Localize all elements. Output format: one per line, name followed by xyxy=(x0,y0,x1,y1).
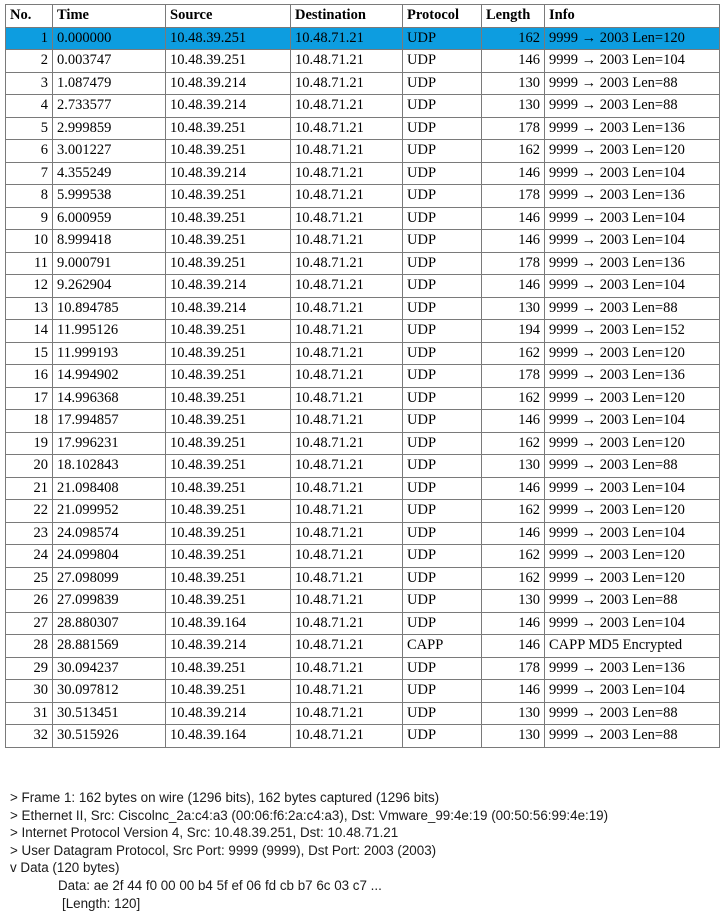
cell-info: CAPP MD5 Encrypted xyxy=(545,635,720,658)
packet-row[interactable] xyxy=(6,207,720,230)
cell-info: 9999 → 2003 Len=88 xyxy=(545,72,720,95)
cell-info: 9999 → 2003 Len=104 xyxy=(545,522,720,545)
cell-destination: 10.48.71.21 xyxy=(291,702,403,725)
cell-length: 162 xyxy=(482,27,545,50)
cell-length: 178 xyxy=(482,185,545,208)
cell-destination: 10.48.71.21 xyxy=(291,342,403,365)
packet-row[interactable] xyxy=(6,410,720,433)
column-header-protocol[interactable]: Protocol xyxy=(403,5,482,28)
detail-frame[interactable]: > Frame 1: 162 bytes on wire (1296 bits), 162 bytes captured (1296 bits) xyxy=(10,790,440,805)
cell-no: 21 xyxy=(6,477,53,500)
cell-no: 2 xyxy=(6,50,53,73)
cell-info: 9999 → 2003 Len=136 xyxy=(545,185,720,208)
cell-info: 9999 → 2003 Len=120 xyxy=(545,545,720,568)
cell-source: 10.48.39.251 xyxy=(166,477,291,500)
cell-destination: 10.48.71.21 xyxy=(291,72,403,95)
packet-row[interactable] xyxy=(6,387,720,410)
packet-details-pane xyxy=(10,789,714,912)
cell-length: 194 xyxy=(482,320,545,343)
cell-time: 11.995126 xyxy=(53,320,166,343)
cell-info: 9999 → 2003 Len=104 xyxy=(545,680,720,703)
cell-protocol: UDP xyxy=(403,725,482,748)
cell-destination: 10.48.71.21 xyxy=(291,230,403,253)
cell-length: 146 xyxy=(482,612,545,635)
cell-time: 3.001227 xyxy=(53,140,166,163)
cell-destination: 10.48.71.21 xyxy=(291,365,403,388)
cell-destination: 10.48.71.21 xyxy=(291,252,403,275)
cell-time: 17.994857 xyxy=(53,410,166,433)
cell-time: 27.099839 xyxy=(53,590,166,613)
cell-protocol: UDP xyxy=(403,140,482,163)
cell-no: 13 xyxy=(6,297,53,320)
cell-no: 16 xyxy=(6,365,53,388)
cell-info: 9999 → 2003 Len=136 xyxy=(545,252,720,275)
cell-destination: 10.48.71.21 xyxy=(291,455,403,478)
cell-destination: 10.48.71.21 xyxy=(291,590,403,613)
packet-row[interactable] xyxy=(6,545,720,568)
cell-length: 130 xyxy=(482,590,545,613)
cell-destination: 10.48.71.21 xyxy=(291,410,403,433)
cell-length: 146 xyxy=(482,635,545,658)
cell-time: 30.513451 xyxy=(53,702,166,725)
cell-protocol: UDP xyxy=(403,297,482,320)
cell-destination: 10.48.71.21 xyxy=(291,387,403,410)
cell-time: 10.894785 xyxy=(53,297,166,320)
cell-destination: 10.48.71.21 xyxy=(291,725,403,748)
packet-row[interactable] xyxy=(6,230,720,253)
cell-source: 10.48.39.214 xyxy=(166,95,291,118)
column-header-length[interactable]: Length xyxy=(482,5,545,28)
cell-protocol: UDP xyxy=(403,410,482,433)
packet-row[interactable] xyxy=(6,680,720,703)
cell-protocol: UDP xyxy=(403,702,482,725)
cell-info: 9999 → 2003 Len=88 xyxy=(545,702,720,725)
cell-info: 9999 → 2003 Len=104 xyxy=(545,162,720,185)
cell-length: 146 xyxy=(482,207,545,230)
packet-row[interactable] xyxy=(6,252,720,275)
detail-udp[interactable]: > User Datagram Protocol, Src Port: 9999 (9999), Dst Port: 2003 (2003) xyxy=(10,842,437,858)
cell-source: 10.48.39.214 xyxy=(166,162,291,185)
packet-row[interactable] xyxy=(6,297,720,320)
packet-row[interactable] xyxy=(6,635,720,658)
cell-protocol: UDP xyxy=(403,455,482,478)
packet-row[interactable] xyxy=(6,275,720,298)
cell-length: 162 xyxy=(482,387,545,410)
cell-protocol: UDP xyxy=(403,252,482,275)
cell-source: 10.48.39.214 xyxy=(166,275,291,298)
cell-length: 146 xyxy=(482,230,545,253)
packet-row[interactable] xyxy=(6,27,720,50)
cell-time: 9.262904 xyxy=(53,275,166,298)
cell-protocol: UDP xyxy=(403,432,482,455)
cell-destination: 10.48.71.21 xyxy=(291,297,403,320)
cell-destination: 10.48.71.21 xyxy=(291,185,403,208)
cell-protocol: UDP xyxy=(403,590,482,613)
cell-destination: 10.48.71.21 xyxy=(291,207,403,230)
cell-no: 31 xyxy=(6,702,53,725)
column-header-source[interactable]: Source xyxy=(166,5,291,28)
cell-time: 2.999859 xyxy=(53,117,166,140)
packet-row[interactable] xyxy=(6,320,720,343)
cell-source: 10.48.39.214 xyxy=(166,702,291,725)
packet-row[interactable] xyxy=(6,117,720,140)
cell-info: 9999 → 2003 Len=120 xyxy=(545,432,720,455)
packet-row[interactable] xyxy=(6,72,720,95)
detail-data-length[interactable]: [Length: 120] xyxy=(62,895,141,911)
cell-length: 130 xyxy=(482,95,545,118)
cell-length: 130 xyxy=(482,72,545,95)
column-header-no[interactable]: No. xyxy=(6,5,53,28)
cell-protocol: UDP xyxy=(403,545,482,568)
cell-destination: 10.48.71.21 xyxy=(291,432,403,455)
cell-protocol: UDP xyxy=(403,50,482,73)
cell-time: 24.099804 xyxy=(53,545,166,568)
cell-no: 8 xyxy=(6,185,53,208)
cell-protocol: UDP xyxy=(403,72,482,95)
cell-source: 10.48.39.251 xyxy=(166,27,291,50)
packet-row[interactable] xyxy=(6,432,720,455)
cell-length: 162 xyxy=(482,545,545,568)
cell-destination: 10.48.71.21 xyxy=(291,275,403,298)
cell-length: 162 xyxy=(482,342,545,365)
cell-source: 10.48.39.164 xyxy=(166,612,291,635)
cell-source: 10.48.39.251 xyxy=(166,432,291,455)
packet-row[interactable] xyxy=(6,95,720,118)
cell-time: 17.996231 xyxy=(53,432,166,455)
column-header-destination[interactable]: Destination xyxy=(291,5,403,28)
cell-time: 6.000959 xyxy=(53,207,166,230)
cell-no: 22 xyxy=(6,500,53,523)
cell-length: 146 xyxy=(482,162,545,185)
cell-source: 10.48.39.251 xyxy=(166,567,291,590)
packet-list-header xyxy=(6,5,720,28)
cell-time: 9.000791 xyxy=(53,252,166,275)
cell-length: 146 xyxy=(482,275,545,298)
cell-length: 178 xyxy=(482,657,545,680)
cell-protocol: UDP xyxy=(403,387,482,410)
cell-length: 178 xyxy=(482,117,545,140)
cell-info: 9999 → 2003 Len=88 xyxy=(545,297,720,320)
cell-destination: 10.48.71.21 xyxy=(291,140,403,163)
cell-protocol: UDP xyxy=(403,567,482,590)
cell-time: 21.099952 xyxy=(53,500,166,523)
cell-info: 9999 → 2003 Len=152 xyxy=(545,320,720,343)
cell-destination: 10.48.71.21 xyxy=(291,522,403,545)
cell-time: 28.881569 xyxy=(53,635,166,658)
cell-source: 10.48.39.251 xyxy=(166,590,291,613)
cell-info: 9999 → 2003 Len=104 xyxy=(545,477,720,500)
cell-source: 10.48.39.214 xyxy=(166,297,291,320)
cell-no: 3 xyxy=(6,72,53,95)
cell-source: 10.48.39.251 xyxy=(166,342,291,365)
detail-data-hex[interactable]: Data: ae 2f 44 f0 00 00 b4 5f ef 06 fd cb b7 6c 03 c7 ... xyxy=(58,877,382,893)
detail-ethernet[interactable]: > Ethernet II, Src: Ciscolnc_2a:c4:a3 (00:06:f6:2a:c4:a3), Dst: Vmware_99:4e:19 (00:50:56:99:4e:19) xyxy=(10,807,609,823)
cell-source: 10.48.39.251 xyxy=(166,365,291,388)
cell-info: 9999 → 2003 Len=120 xyxy=(545,500,720,523)
cell-info: 9999 → 2003 Len=104 xyxy=(545,207,720,230)
cell-no: 10 xyxy=(6,230,53,253)
cell-info: 9999 → 2003 Len=104 xyxy=(545,230,720,253)
cell-time: 14.994902 xyxy=(53,365,166,388)
cell-no: 11 xyxy=(6,252,53,275)
cell-protocol: UDP xyxy=(403,320,482,343)
cell-source: 10.48.39.251 xyxy=(166,455,291,478)
cell-destination: 10.48.71.21 xyxy=(291,635,403,658)
cell-no: 30 xyxy=(6,680,53,703)
cell-info: 9999 → 2003 Len=136 xyxy=(545,657,720,680)
cell-time: 21.098408 xyxy=(53,477,166,500)
cell-time: 28.880307 xyxy=(53,612,166,635)
cell-info: 9999 → 2003 Len=120 xyxy=(545,342,720,365)
packet-row[interactable] xyxy=(6,522,720,545)
packet-row[interactable] xyxy=(6,455,720,478)
packet-row[interactable] xyxy=(6,612,720,635)
cell-no: 27 xyxy=(6,612,53,635)
cell-length: 162 xyxy=(482,140,545,163)
cell-no: 29 xyxy=(6,657,53,680)
cell-protocol: UDP xyxy=(403,342,482,365)
cell-destination: 10.48.71.21 xyxy=(291,320,403,343)
cell-info: 9999 → 2003 Len=88 xyxy=(545,725,720,748)
packet-row[interactable] xyxy=(6,50,720,73)
cell-info: 9999 → 2003 Len=120 xyxy=(545,140,720,163)
packet-row[interactable] xyxy=(6,185,720,208)
cell-protocol: UDP xyxy=(403,117,482,140)
cell-length: 130 xyxy=(482,702,545,725)
packet-row[interactable] xyxy=(6,702,720,725)
cell-time: 8.999418 xyxy=(53,230,166,253)
cell-no: 1 xyxy=(6,27,53,50)
cell-length: 130 xyxy=(482,455,545,478)
cell-destination: 10.48.71.21 xyxy=(291,477,403,500)
cell-time: 18.102843 xyxy=(53,455,166,478)
packet-row[interactable] xyxy=(6,140,720,163)
cell-no: 9 xyxy=(6,207,53,230)
cell-source: 10.48.39.214 xyxy=(166,72,291,95)
cell-time: 0.003747 xyxy=(53,50,166,73)
cell-protocol: UDP xyxy=(403,522,482,545)
cell-source: 10.48.39.251 xyxy=(166,657,291,680)
packet-row[interactable] xyxy=(6,342,720,365)
column-header-info[interactable]: Info xyxy=(545,5,720,28)
cell-info: 9999 → 2003 Len=120 xyxy=(545,387,720,410)
packet-row[interactable] xyxy=(6,567,720,590)
cell-no: 20 xyxy=(6,455,53,478)
cell-source: 10.48.39.251 xyxy=(166,252,291,275)
cell-protocol: UDP xyxy=(403,95,482,118)
cell-protocol: UDP xyxy=(403,207,482,230)
cell-destination: 10.48.71.21 xyxy=(291,27,403,50)
cell-length: 146 xyxy=(482,522,545,545)
cell-no: 23 xyxy=(6,522,53,545)
cell-no: 17 xyxy=(6,387,53,410)
cell-no: 4 xyxy=(6,95,53,118)
cell-destination: 10.48.71.21 xyxy=(291,117,403,140)
cell-time: 27.098099 xyxy=(53,567,166,590)
cell-length: 162 xyxy=(482,432,545,455)
cell-source: 10.48.39.164 xyxy=(166,725,291,748)
cell-source: 10.48.39.251 xyxy=(166,500,291,523)
cell-time: 11.999193 xyxy=(53,342,166,365)
cell-length: 130 xyxy=(482,725,545,748)
cell-source: 10.48.39.251 xyxy=(166,410,291,433)
packet-row[interactable] xyxy=(6,477,720,500)
cell-length: 162 xyxy=(482,567,545,590)
cell-length: 146 xyxy=(482,477,545,500)
cell-destination: 10.48.71.21 xyxy=(291,500,403,523)
cell-no: 25 xyxy=(6,567,53,590)
cell-destination: 10.48.71.21 xyxy=(291,612,403,635)
cell-protocol: UDP xyxy=(403,27,482,50)
column-header-time[interactable]: Time xyxy=(53,5,166,28)
cell-length: 146 xyxy=(482,680,545,703)
cell-no: 7 xyxy=(6,162,53,185)
cell-no: 32 xyxy=(6,725,53,748)
cell-time: 30.515926 xyxy=(53,725,166,748)
packet-row[interactable] xyxy=(6,365,720,388)
cell-info: 9999 → 2003 Len=88 xyxy=(545,590,720,613)
cell-destination: 10.48.71.21 xyxy=(291,95,403,118)
cell-source: 10.48.39.251 xyxy=(166,50,291,73)
cell-info: 9999 → 2003 Len=120 xyxy=(545,27,720,50)
packet-list-body xyxy=(6,27,720,747)
cell-no: 24 xyxy=(6,545,53,568)
cell-protocol: UDP xyxy=(403,275,482,298)
cell-info: 9999 → 2003 Len=104 xyxy=(545,50,720,73)
cell-protocol: UDP xyxy=(403,162,482,185)
cell-source: 10.48.39.251 xyxy=(166,140,291,163)
cell-no: 26 xyxy=(6,590,53,613)
cell-protocol: UDP xyxy=(403,680,482,703)
cell-no: 14 xyxy=(6,320,53,343)
cell-no: 15 xyxy=(6,342,53,365)
packet-row[interactable] xyxy=(6,500,720,523)
cell-source: 10.48.39.251 xyxy=(166,522,291,545)
cell-time: 5.999538 xyxy=(53,185,166,208)
packet-row[interactable] xyxy=(6,590,720,613)
cell-no: 18 xyxy=(6,410,53,433)
cell-time: 1.087479 xyxy=(53,72,166,95)
cell-info: 9999 → 2003 Len=88 xyxy=(545,455,720,478)
cell-source: 10.48.39.251 xyxy=(166,545,291,568)
cell-destination: 10.48.71.21 xyxy=(291,680,403,703)
cell-info: 9999 → 2003 Len=104 xyxy=(545,612,720,635)
cell-destination: 10.48.71.21 xyxy=(291,162,403,185)
cell-info: 9999 → 2003 Len=136 xyxy=(545,117,720,140)
cell-source: 10.48.39.251 xyxy=(166,185,291,208)
cell-destination: 10.48.71.21 xyxy=(291,567,403,590)
detail-ip[interactable]: > Internet Protocol Version 4, Src: 10.48.39.251, Dst: 10.48.71.21 xyxy=(10,825,399,841)
cell-no: 12 xyxy=(6,275,53,298)
cell-source: 10.48.39.214 xyxy=(166,635,291,658)
cell-no: 5 xyxy=(6,117,53,140)
cell-no: 6 xyxy=(6,140,53,163)
cell-length: 178 xyxy=(482,365,545,388)
cell-time: 4.355249 xyxy=(53,162,166,185)
packet-row[interactable] xyxy=(6,162,720,185)
cell-protocol: UDP xyxy=(403,365,482,388)
cell-length: 178 xyxy=(482,252,545,275)
cell-source: 10.48.39.251 xyxy=(166,680,291,703)
cell-protocol: UDP xyxy=(403,500,482,523)
cell-info: 9999 → 2003 Len=136 xyxy=(545,365,720,388)
cell-source: 10.48.39.251 xyxy=(166,207,291,230)
cell-length: 146 xyxy=(482,50,545,73)
cell-time: 30.094237 xyxy=(53,657,166,680)
cell-protocol: CAPP xyxy=(403,635,482,658)
cell-protocol: UDP xyxy=(403,230,482,253)
cell-protocol: UDP xyxy=(403,612,482,635)
cell-info: 9999 → 2003 Len=88 xyxy=(545,95,720,118)
cell-info: 9999 → 2003 Len=104 xyxy=(545,410,720,433)
cell-source: 10.48.39.251 xyxy=(166,230,291,253)
cell-info: 9999 → 2003 Len=104 xyxy=(545,275,720,298)
cell-length: 146 xyxy=(482,410,545,433)
cell-source: 10.48.39.251 xyxy=(166,117,291,140)
cell-protocol: UDP xyxy=(403,185,482,208)
cell-protocol: UDP xyxy=(403,477,482,500)
cell-length: 130 xyxy=(482,297,545,320)
cell-time: 14.996368 xyxy=(53,387,166,410)
packet-row[interactable] xyxy=(6,725,720,748)
cell-time: 2.733577 xyxy=(53,95,166,118)
packet-row[interactable] xyxy=(6,657,720,680)
cell-destination: 10.48.71.21 xyxy=(291,545,403,568)
cell-no: 28 xyxy=(6,635,53,658)
cell-source: 10.48.39.251 xyxy=(166,320,291,343)
cell-time: 24.098574 xyxy=(53,522,166,545)
cell-destination: 10.48.71.21 xyxy=(291,657,403,680)
cell-source: 10.48.39.251 xyxy=(166,387,291,410)
cell-no: 19 xyxy=(6,432,53,455)
cell-destination: 10.48.71.21 xyxy=(291,50,403,73)
cell-time: 0.000000 xyxy=(53,27,166,50)
packet-list-table xyxy=(5,4,720,748)
cell-protocol: UDP xyxy=(403,657,482,680)
detail-data[interactable]: v Data (120 bytes) xyxy=(10,860,120,876)
cell-length: 162 xyxy=(482,500,545,523)
cell-time: 30.097812 xyxy=(53,680,166,703)
cell-info: 9999 → 2003 Len=120 xyxy=(545,567,720,590)
